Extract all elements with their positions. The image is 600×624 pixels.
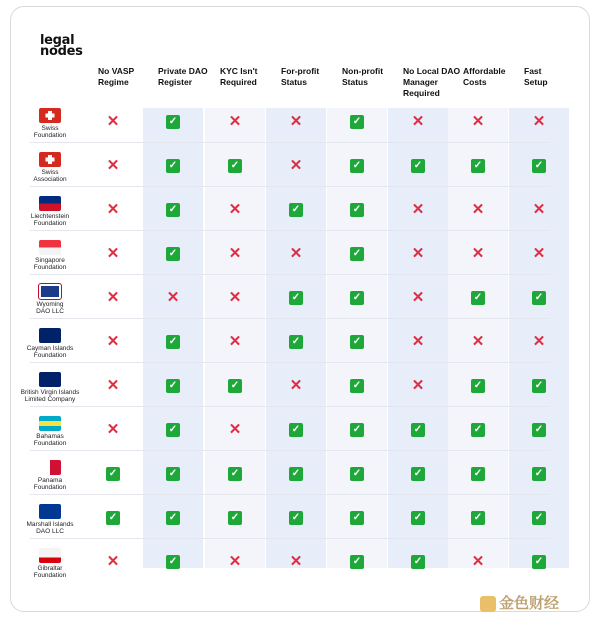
column-header (98, 66, 134, 88)
jurisdiction-label-line: Association (33, 176, 67, 183)
cross-mark-icon: ✕ (106, 245, 120, 262)
jurisdiction-label-line: Swiss (41, 169, 59, 176)
cross-mark-icon: ✕ (166, 289, 180, 306)
jurisdiction-label-line: Foundation (33, 572, 67, 579)
check-mark-icon: ✓ (166, 335, 180, 349)
jurisdiction-label-line: Panama (37, 477, 63, 484)
column-header-line: Manager (403, 77, 438, 87)
check-mark-icon: ✓ (532, 467, 546, 481)
check-mark-icon: ✓ (411, 555, 425, 569)
column-header-line: Regime (98, 77, 129, 87)
marshall-flag-icon (39, 504, 61, 519)
check-mark-icon: ✓ (411, 511, 425, 525)
jurisdiction-label-line: Foundation (33, 484, 67, 491)
check-mark-icon: ✓ (350, 379, 364, 393)
jurisdiction-label (20, 345, 80, 359)
jurisdiction-label-line: British Virgin Islands (20, 389, 80, 396)
check-mark-icon: ✓ (166, 247, 180, 261)
check-mark-icon: ✓ (471, 423, 485, 437)
column-header (403, 66, 460, 99)
check-mark-icon: ✓ (350, 203, 364, 217)
column-header (281, 66, 319, 88)
check-mark-icon: ✓ (350, 115, 364, 129)
check-mark-icon: ✓ (350, 291, 364, 305)
column-header-line: Private DAO (158, 66, 208, 76)
jurisdiction-label (20, 521, 80, 535)
table-row (30, 187, 550, 231)
check-mark-icon: ✓ (350, 159, 364, 173)
table-row (30, 231, 550, 275)
cross-mark-icon: ✕ (228, 201, 242, 218)
jurisdiction-label-line: Foundation (33, 220, 67, 227)
cross-mark-icon: ✕ (106, 421, 120, 438)
check-mark-icon: ✓ (532, 511, 546, 525)
cross-mark-icon: ✕ (471, 113, 485, 130)
check-mark-icon: ✓ (228, 511, 242, 525)
cross-mark-icon: ✕ (289, 245, 303, 262)
bvi-flag-icon (39, 372, 61, 387)
check-mark-icon: ✓ (471, 159, 485, 173)
gibraltar-flag-icon (39, 548, 61, 563)
column-header (463, 66, 506, 88)
column-header-line: Required (403, 88, 440, 98)
column-header (158, 66, 208, 88)
jurisdiction-label (20, 257, 80, 271)
check-mark-icon: ✓ (471, 291, 485, 305)
check-mark-icon: ✓ (289, 335, 303, 349)
jurisdiction-label-line: Gibraltar (37, 565, 63, 572)
jurisdiction-label (20, 213, 80, 227)
check-mark-icon: ✓ (471, 511, 485, 525)
jurisdiction-label (20, 565, 80, 579)
check-mark-icon: ✓ (106, 467, 120, 481)
check-mark-icon: ✓ (411, 423, 425, 437)
wyoming-flag-icon (39, 284, 61, 299)
check-mark-icon: ✓ (350, 467, 364, 481)
check-mark-icon: ✓ (411, 467, 425, 481)
jurisdiction-label-line: Limited Company (24, 396, 76, 403)
jurisdiction-label-line: DAO LLC (36, 308, 64, 315)
cross-mark-icon: ✕ (289, 553, 303, 570)
check-mark-icon: ✓ (532, 555, 546, 569)
liechtenstein-flag-icon (39, 196, 61, 211)
cross-mark-icon: ✕ (106, 553, 120, 570)
cross-mark-icon: ✕ (228, 113, 242, 130)
check-mark-icon: ✓ (228, 379, 242, 393)
cross-mark-icon: ✕ (106, 289, 120, 306)
column-header-line: Affordable (463, 66, 506, 76)
jurisdiction-label-line: Singapore (35, 257, 65, 264)
jurisdiction-label-line: DAO LLC (36, 528, 64, 535)
check-mark-icon: ✓ (166, 467, 180, 481)
cross-mark-icon: ✕ (471, 553, 485, 570)
legal-nodes-logo: legal nodes (40, 33, 83, 59)
check-mark-icon: ✓ (289, 291, 303, 305)
swiss-flag-icon (39, 108, 61, 123)
check-mark-icon: ✓ (166, 159, 180, 173)
cross-mark-icon: ✕ (532, 245, 546, 262)
column-header (524, 66, 548, 88)
check-mark-icon: ✓ (289, 511, 303, 525)
cross-mark-icon: ✕ (411, 113, 425, 130)
column-header-line: Status (342, 77, 368, 87)
cross-mark-icon: ✕ (228, 333, 242, 350)
jurisdiction-label-line: Liechtenstein (30, 213, 70, 220)
swiss-flag-icon (39, 152, 61, 167)
jurisdiction-label-line: Marshall Islands (26, 521, 74, 528)
jurisdiction-label-line: Foundation (33, 264, 67, 271)
cross-mark-icon: ✕ (532, 113, 546, 130)
cross-mark-icon: ✕ (471, 201, 485, 218)
check-mark-icon: ✓ (166, 115, 180, 129)
cross-mark-icon: ✕ (228, 421, 242, 438)
column-header-line: No VASP (98, 66, 135, 76)
panama-flag-icon (39, 460, 61, 475)
cross-mark-icon: ✕ (106, 377, 120, 394)
jurisdiction-label-line: Foundation (33, 352, 67, 359)
jurisdiction-label (20, 433, 80, 447)
check-mark-icon: ✓ (532, 291, 546, 305)
check-mark-icon: ✓ (166, 511, 180, 525)
table-row (30, 143, 550, 187)
jurisdiction-label (20, 389, 80, 403)
column-header-line: Non-profit (342, 66, 384, 76)
singapore-flag-icon (39, 240, 61, 255)
cross-mark-icon: ✕ (228, 289, 242, 306)
cross-mark-icon: ✕ (532, 333, 546, 350)
table-row (30, 275, 550, 319)
watermark-logo-icon (480, 596, 496, 612)
check-mark-icon: ✓ (166, 203, 180, 217)
column-header-line: KYC Isn't (220, 66, 258, 76)
check-mark-icon: ✓ (532, 379, 546, 393)
column-header-line: No Local DAO (403, 66, 461, 76)
check-mark-icon: ✓ (289, 423, 303, 437)
column-header-line: Status (281, 77, 307, 87)
check-mark-icon: ✓ (532, 159, 546, 173)
check-mark-icon: ✓ (350, 423, 364, 437)
check-mark-icon: ✓ (471, 379, 485, 393)
column-header (342, 66, 383, 88)
jurisdiction-label-line: Wyoming (36, 301, 64, 308)
table-row (26, 319, 550, 363)
cross-mark-icon: ✕ (411, 333, 425, 350)
table-row (30, 451, 550, 495)
check-mark-icon: ✓ (350, 335, 364, 349)
cross-mark-icon: ✕ (289, 113, 303, 130)
check-mark-icon: ✓ (289, 467, 303, 481)
column-header-line: For-profit (281, 66, 320, 76)
cross-mark-icon: ✕ (228, 553, 242, 570)
cross-mark-icon: ✕ (411, 377, 425, 394)
jurisdiction-label (20, 169, 80, 183)
column-header-line: Fast (524, 66, 542, 76)
check-mark-icon: ✓ (228, 467, 242, 481)
column-header-line: Required (220, 77, 257, 87)
cross-mark-icon: ✕ (289, 157, 303, 174)
check-mark-icon: ✓ (350, 555, 364, 569)
jurisdiction-label-line: Swiss (41, 125, 59, 132)
check-mark-icon: ✓ (106, 511, 120, 525)
cross-mark-icon: ✕ (532, 201, 546, 218)
check-mark-icon: ✓ (532, 423, 546, 437)
check-mark-icon: ✓ (289, 203, 303, 217)
cross-mark-icon: ✕ (289, 377, 303, 394)
jurisdiction-label (20, 301, 80, 315)
cross-mark-icon: ✕ (106, 201, 120, 218)
check-mark-icon: ✓ (166, 379, 180, 393)
cross-mark-icon: ✕ (106, 113, 120, 130)
bahamas-flag-icon (39, 416, 61, 431)
table-row (30, 99, 550, 143)
column-header-line: Setup (524, 77, 548, 87)
cross-mark-icon: ✕ (106, 333, 120, 350)
check-mark-icon: ✓ (350, 247, 364, 261)
column-header-line: Costs (463, 77, 487, 87)
check-mark-icon: ✓ (166, 423, 180, 437)
column-header (220, 66, 257, 88)
watermark: 金色财经 (480, 592, 559, 613)
cross-mark-icon: ✕ (228, 245, 242, 262)
cross-mark-icon: ✕ (471, 333, 485, 350)
cross-mark-icon: ✕ (411, 245, 425, 262)
check-mark-icon: ✓ (411, 159, 425, 173)
jurisdiction-label-line: Bahamas (36, 433, 64, 440)
cross-mark-icon: ✕ (411, 289, 425, 306)
table-row (30, 539, 550, 583)
jurisdiction-label-line: Foundation (33, 440, 67, 447)
cross-mark-icon: ✕ (411, 201, 425, 218)
cayman-flag-icon (39, 328, 61, 343)
check-mark-icon: ✓ (228, 159, 242, 173)
jurisdiction-label (20, 125, 80, 139)
table-row (26, 495, 550, 539)
jurisdiction-label-line: Foundation (33, 132, 67, 139)
cross-mark-icon: ✕ (471, 245, 485, 262)
table-row (30, 407, 550, 451)
column-header-line: Register (158, 77, 193, 87)
jurisdiction-label-line: Cayman Islands (26, 345, 74, 352)
check-mark-icon: ✓ (350, 511, 364, 525)
table-row (20, 363, 550, 407)
jurisdiction-label (20, 477, 80, 491)
check-mark-icon: ✓ (471, 467, 485, 481)
cross-mark-icon: ✕ (106, 157, 120, 174)
check-mark-icon: ✓ (166, 555, 180, 569)
